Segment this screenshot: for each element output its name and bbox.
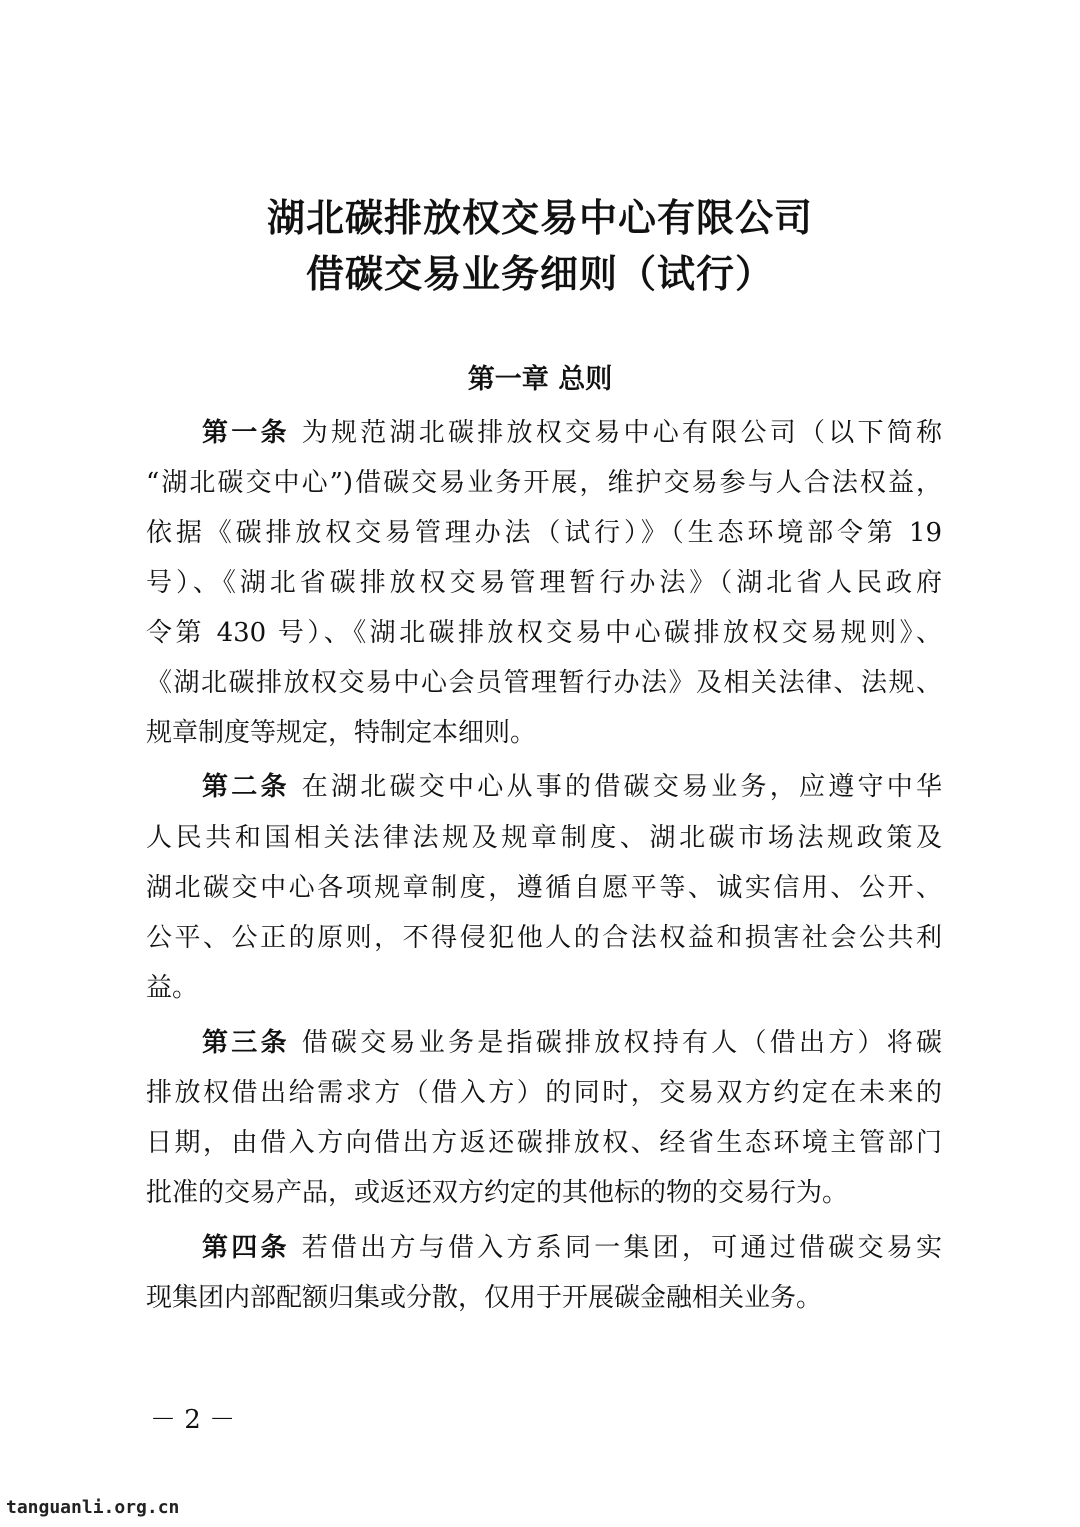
article-3-number: 第三条 [202,1028,290,1058]
article-2-line-5: 益。 [146,973,199,1003]
article-2-line-2: 人民共和国相关法律法规及规章制度、湖北碳市场法规政策及 [146,823,942,853]
article-1-line-5: 令第 430 号）、《湖北碳排放权交易中心碳排放权交易规则》、 [146,618,942,648]
article-1-line-2: “湖北碳交中心”)借碳交易业务开展，维护交易参与人合法权益， [146,468,942,498]
article-3-line-3: 日期，由借入方向借出方返还碳排放权、经省生态环境主管部门 [146,1128,942,1158]
article-2-line-4: 公平、公正的原则，不得侵犯他人的合法权益和损害社会公共利 [146,923,942,953]
article-3-line-2: 排放权借出给需求方（借入方）的同时，交易双方约定在未来的 [146,1078,942,1108]
article-1-line-3: 依据《碳排放权交易管理办法（试行）》（生态环境部令第 19 [146,518,942,548]
article-1-number: 第一条 [202,418,290,448]
article-1-text: 为规范湖北碳排放权交易中心有限公司（以下简称 [301,418,942,448]
article-4-text: 若借出方与借入方系同一集团，可通过借碳交易实 [301,1233,942,1263]
article-4-line-1 [202,1228,942,1268]
article-1-line-7: 规章制度等规定，特制定本细则。 [146,718,537,748]
article-3-line-1 [202,1023,942,1063]
article-2-line-3: 湖北碳交中心各项规章制度，遵循自愿平等、诚实信用、公开、 [146,873,942,903]
page-number: － 2 － [150,1405,236,1435]
article-1-line-1 [202,413,942,453]
article-1-line-6: 《湖北碳排放权交易中心会员管理暂行办法》及相关法律、法规、 [146,668,942,698]
article-4-line-2: 现集团内部配额归集或分散，仅用于开展碳金融相关业务。 [146,1283,823,1313]
article-1-line-4: 号）、《湖北省碳排放权交易管理暂行办法》（湖北省人民政府 [146,568,942,598]
article-3-text: 借碳交易业务是指碳排放权持有人（借出方）将碳 [301,1028,942,1058]
article-2-number: 第二条 [202,772,290,802]
document-title-line-2: 借碳交易业务细则（试行） [305,252,774,296]
article-3-line-4: 批准的交易产品，或返还双方约定的其他标的物的交易行为。 [146,1178,849,1208]
article-2-line-1 [202,767,942,807]
document-title-line-1: 湖北碳排放权交易中心有限公司 [266,196,813,240]
source-watermark: tanguanli.org.cn [6,1497,180,1518]
article-4-number: 第四条 [202,1233,290,1263]
article-2-text: 在湖北碳交中心从事的借碳交易业务，应遵守中华 [301,772,942,802]
chapter-heading: 第一章 总则 [467,364,613,395]
